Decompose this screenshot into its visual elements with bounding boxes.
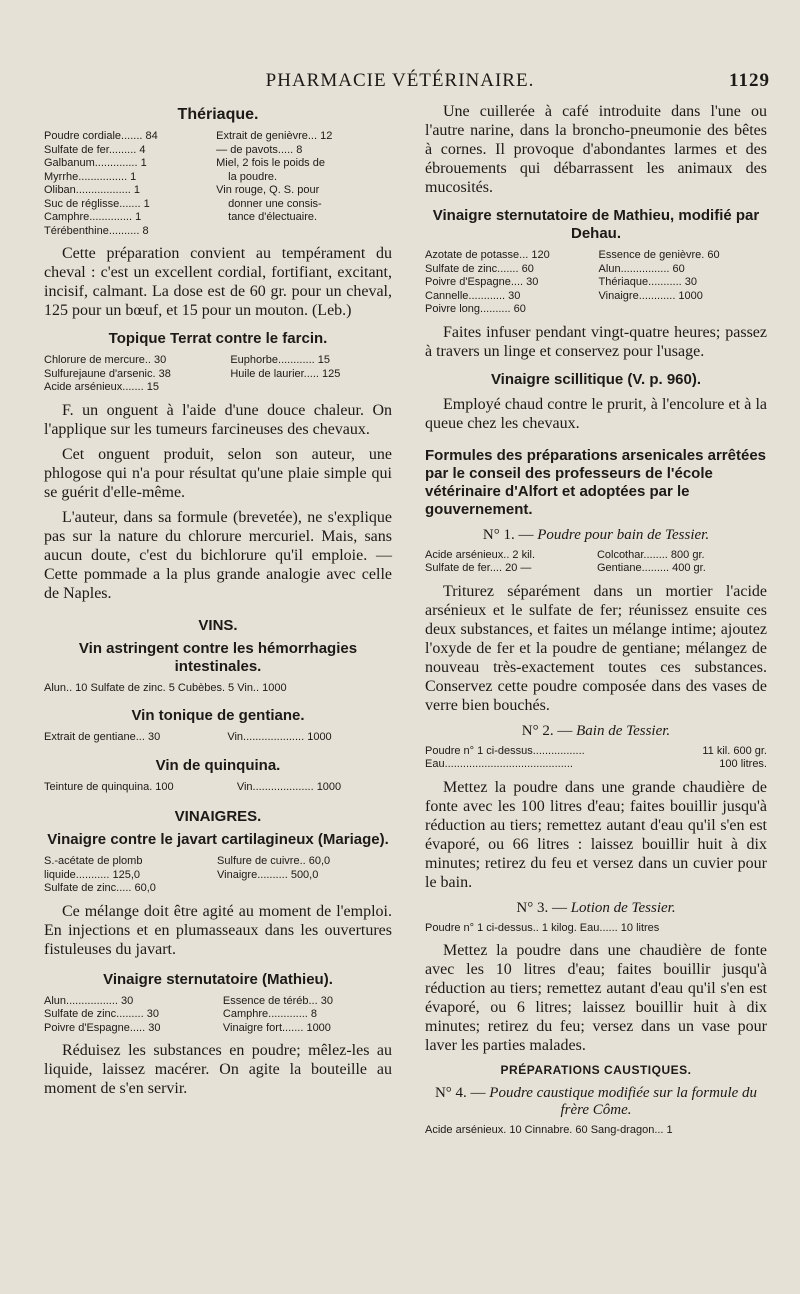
formula-4-number: N° 4. — (434, 1085, 486, 1101)
ingredient: Sulfure de cuivre.. 60,0 (217, 855, 331, 867)
formula-1-number: N° 1. — (482, 526, 534, 543)
theriaque-ingredients (44, 130, 392, 238)
page-number: 1129 (729, 70, 770, 91)
ingredient: tance d'électuaire. (228, 211, 318, 223)
ingredient-row: Alun.. 10 Sulfate de zinc. 5 Cubèbes. 5 Vin.. 1000 (44, 681, 287, 694)
left-column (44, 102, 392, 1104)
vinaigre-javart-title: Vinaigre contre le javart cartilagineux (Mariage). (47, 831, 389, 848)
vinaigre-dehau-ingredients (425, 249, 767, 317)
ingredient: Vin.................... 1000 (227, 731, 332, 743)
ingredient: Extrait de gentiane... 30 (44, 731, 161, 743)
header-title: PHARMACIE VÉTÉRINAIRE. (265, 70, 535, 91)
ingredient (216, 225, 392, 239)
ingredient: Camphre............. 8 (222, 1008, 318, 1020)
vinaigre-scillitique-paragraph: Employé chaud contre le prurit, à l'encolure et à la queue chez les chevaux. (425, 395, 767, 432)
ingredient: Miel, 2 fois le poids de (216, 157, 325, 169)
ingredient: — de pavots..... 8 (216, 143, 303, 156)
ingredient: Huile de laurier..... 125 (230, 367, 341, 380)
formula-3-number: N° 3. — (516, 899, 567, 916)
vin-astringent-ingredients (44, 682, 392, 696)
formula-3-title: Lotion de Tessier. (570, 899, 676, 916)
formula-4-heading (425, 1085, 767, 1119)
ingredient: Teinture de quinquina. 100 (44, 780, 174, 793)
ingredient (217, 882, 392, 896)
vinaigre-mathieu-paragraph: Réduisez les substances en poudre; mêlez-les au liquide, laissez macérer. On agite la bouteille au moment de s'en servir. (44, 1042, 392, 1097)
ingredient: Gentiane......... 400 gr. (596, 562, 706, 574)
ingredient: Sulfate de zinc......... 30 (44, 1008, 159, 1020)
ingredient: S.-acétate de plomb (44, 855, 143, 867)
ingredient: Galbanum.............. 1 (44, 157, 147, 169)
ingredient: liquide........... 125,0 (44, 868, 141, 881)
vins-section-title: VINS. (198, 616, 238, 634)
ingredient: 100 litres. (719, 758, 767, 770)
ingredient: Sulfate de zinc....... 60 (425, 262, 534, 275)
ingredient: Vin rouge, Q. S. pour (216, 184, 320, 196)
ingredient: Poivre d'Espagne.... 30 (425, 276, 539, 288)
ingredient: Acide arsénieux.. 2 kil. (425, 548, 536, 561)
right-column (425, 102, 767, 1144)
topique-paragraph-3: L'auteur, dans sa formule (brevetée), ne s'explique pas sur la nature du chlorure mercuriel. Mais, sans aucun doute, c'est du bichlorure qu'il emploie. — Cette pommade a la plus grande analogie avec celle de Naples. (44, 508, 392, 602)
topique-title: Topique Terrat contre le farcin. (108, 330, 328, 347)
formula-4-title: Poudre caustique modifiée sur la formule du frère Côme. (489, 1085, 758, 1118)
ingredient-row: Acide arsénieux. 10 Cinnabre. 60 Sang-dragon... 1 (425, 1124, 673, 1136)
theriaque-paragraph: Cette préparation convient au tempérament du cheval : c'est un excellent cordial, fortifiant, excitant, incisif, calmant. La dose est de 60 gr. pour un cheval, 125 pour un bœuf, et 15 pour un mouton. (Leb.) (44, 245, 392, 319)
formula-1-paragraph: Triturez séparément dans un mortier l'acide arsénieux et le sulfate de fer; réunissez ensuite ces deux substances, et faites un mélange intime; ajoutez l'oxyde de fer et la poudre de gentiane; mélangez de nouveau très-exactement toutes ces substances. Conservez cette poudre composée dans des vases de verre bien bouchés. (425, 582, 767, 714)
vinaigre-dehau-title: Vinaigre sternutatoire de Mathieu, modifié par Dehau. (432, 207, 760, 242)
vin-tonique-ingredients (44, 731, 392, 745)
ingredient: Camphre.............. 1 (44, 211, 142, 223)
vin-quinquina-ingredients (44, 781, 392, 795)
ingredient: 11 kil. 600 gr. (702, 744, 767, 757)
ingredient: Sulfate de zinc..... 60,0 (44, 882, 156, 894)
ingredient: Essence de genièvre. 60 (598, 249, 720, 261)
ingredient: donner une consis- (228, 197, 322, 210)
vin-tonique-title: Vin tonique de gentiane. (131, 707, 305, 724)
vinaigres-section-title: VINAIGRES. (174, 808, 262, 825)
vinaigre-mathieu-ingredients (44, 995, 392, 1036)
ingredient: Oliban.................. 1 (44, 184, 140, 196)
ingredient: Poudre n° 1 ci-dessus................. (425, 744, 585, 757)
ingredient: Vinaigre fort....... 1000 (222, 1021, 331, 1034)
theriaque-title: Thériaque. (177, 106, 259, 123)
ingredient: Sulfate de fer......... 4 (44, 143, 146, 156)
formula-4-ingredients (425, 1124, 767, 1138)
ingredient: Suc de réglisse....... 1 (44, 197, 150, 210)
right-top-paragraph: Une cuillerée à café introduite dans l'une ou l'autre narine, dans la broncho-pneumonie des bêtes à cornes. Il provoque d'abondantes larmes et des ébrouements qui débarrassent les animaux des mucosités. (425, 103, 767, 196)
formula-3-paragraph: Mettez la poudre dans une chaudière de fonte avec les 10 litres d'eau; faites bouillir jusqu'à réduction au tiers; remettez autant d'eau qu'il s'en est évaporé, ou 6 litres; laissez bouillir huit à dix minutes; retirez du feu; versez dans un vase pour laver les parties malades. (425, 942, 767, 1054)
ingredient: Euphorbe............ 15 (230, 354, 330, 366)
running-head (0, 70, 800, 96)
ingredient: la poudre. (228, 170, 278, 183)
ingredient: Vinaigre............ 1000 (598, 289, 703, 302)
vin-astringent-title: Vin astringent contre les hémorrhagies intestinales. (78, 639, 358, 675)
ingredient: Cannelle............ 30 (425, 289, 521, 302)
vinaigre-scillitique-title: Vinaigre scillitique (V. p. 960). (490, 370, 702, 388)
formules-title: Formules des préparations arsenicales arrêtées par le conseil des professeurs de l'école vétérinaire d'Alfort et adoptées par le gouvernement. (425, 446, 767, 518)
ingredient (599, 303, 767, 317)
ingredient: Extrait de genièvre... 12 (216, 130, 333, 142)
topique-ingredients (44, 354, 392, 395)
ingredient: Vin.................... 1000 (236, 780, 342, 793)
ingredient: Vinaigre.......... 500,0 (217, 868, 319, 881)
caustiques-title: PRÉPARATIONS CAUSTIQUES. (500, 1063, 692, 1077)
ingredient: Chlorure de mercure.. 30 (44, 354, 167, 366)
ingredient: Thériaque........... 30 (598, 276, 697, 288)
formula-2-paragraph: Mettez la poudre dans une grande chaudière de fonte avec les 100 litres d'eau; faites bouillir jusqu'à réduction au tiers; remettez autant d'eau qu'il s'en est évaporé, ou 66 litres : laissez bouillir huit à dix minutes; retirez du feu et versez dans un cuvier pour le bain. (425, 778, 767, 891)
ingredient: Sulfurejaune d'arsenic. 38 (44, 367, 171, 380)
formula-1-title: Poudre pour bain de Tessier. (537, 526, 710, 543)
topique-paragraph-1: F. un onguent à l'aide d'une douce chaleur. On l'applique sur les tumeurs farcineuses des chevaux. (44, 401, 392, 438)
vinaigre-javart-ingredients (44, 855, 392, 896)
ingredient: Poudre cordiale....... 84 (44, 130, 158, 142)
formula-2-ingredients (425, 745, 767, 772)
ingredient: Sulfate de fer.... 20 — (425, 562, 532, 574)
vinaigre-javart-paragraph: Ce mélange doit être agité au moment de l'emploi. En injections et en plumasseaux dans les ouvertures fistuleuses du javart. (44, 902, 392, 958)
ingredient: Colcothar........ 800 gr. (596, 548, 705, 561)
ingredient: Essence de téréb... 30 (222, 994, 333, 1007)
formula-3-heading (425, 900, 767, 917)
ingredient: Poivre d'Espagne..... 30 (44, 1021, 161, 1034)
ingredient-row: Poudre n° 1 ci-dessus.. 1 kilog. Eau...... 10 litres (425, 921, 660, 934)
ingredient: Myrrhe................ 1 (44, 170, 137, 183)
vinaigre-mathieu-title: Vinaigre sternutatoire (Mathieu). (103, 970, 333, 988)
formula-2-heading (425, 723, 767, 740)
ingredient: Alun................. 30 (44, 994, 134, 1007)
formula-1-heading (425, 527, 767, 544)
ingredient: Alun................ 60 (598, 262, 685, 275)
ingredient: Térébenthine.......... 8 (44, 224, 149, 237)
ingredient: Poivre long.......... 60 (425, 303, 526, 315)
vin-quinquina-title: Vin de quinquina. (155, 756, 281, 774)
ingredient: Azotate de potasse... 120 (425, 249, 550, 261)
vinaigre-dehau-paragraph: Faites infuser pendant vingt-quatre heures; passez à travers un linge et conservez pour l'usage. (425, 323, 767, 360)
formula-2-number: N° 2. — (521, 722, 573, 739)
formula-3-ingredients (425, 922, 767, 936)
topique-paragraph-2: Cet onguent produit, selon son auteur, une phlogose qui n'a pour résultat qu'une plaie simple qui se guérit d'elle-même. (44, 445, 392, 501)
ingredient: Acide arsénieux....... 15 (44, 381, 159, 393)
ingredient (230, 381, 392, 395)
formula-1-ingredients (425, 549, 767, 576)
ingredient: Eau.......................................... (425, 758, 573, 770)
formula-2-title: Bain de Tessier. (576, 722, 671, 739)
